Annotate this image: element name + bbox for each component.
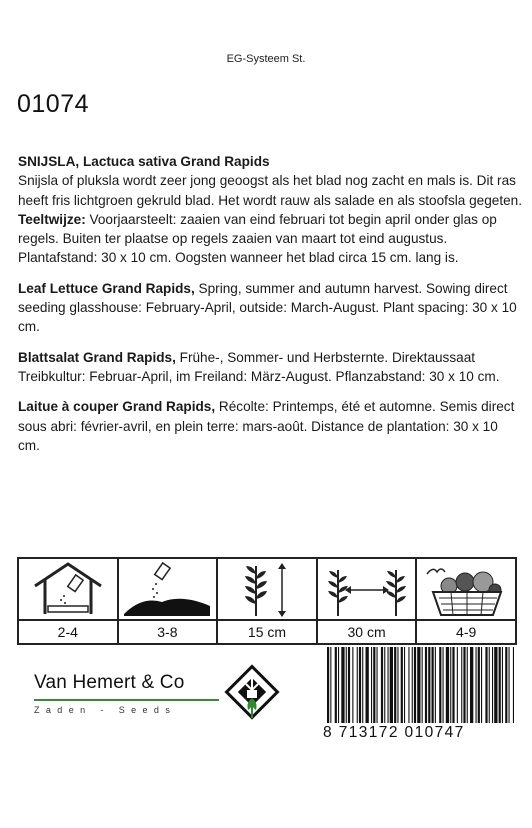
barcode-bar — [489, 647, 490, 723]
german-body: Frühe-, Sommer- und Herbsternte. Direktaussaat Treibkultur: Februar-April, im Freiland: März-August. Pflanzabstand: 30 x 10 cm. — [18, 349, 500, 384]
cultivation-icons-strip — [17, 557, 517, 645]
barcode-bar — [404, 647, 405, 723]
barcode-bar — [362, 647, 363, 723]
barcode-bar — [422, 647, 423, 723]
dutch-body: Snijsla of pluksla wordt zeer jong geoogst als het blad nog zacht en mals is. Dit ras heeft fris lichtgroen gekruld blad. Het wordt rauw als salade en als stoofsla gegeten. — [18, 173, 523, 208]
barcode-bar — [384, 647, 385, 723]
barcode-bar — [476, 647, 477, 723]
french-body: Récolte: Printemps, été et automne. Semis direct sous abri: février-avril, en plein terre: mars-août. Distance de plantation: 30 x 10 cm. — [18, 399, 515, 453]
barcode-bar — [478, 647, 480, 723]
barcode-bar — [439, 647, 441, 723]
barcode-bar — [371, 647, 372, 723]
barcode-bar — [366, 647, 369, 723]
brand-underline — [34, 699, 219, 701]
brand-logo-icon — [220, 660, 284, 724]
barcode-bar — [352, 647, 353, 723]
barcode-bar — [452, 647, 454, 723]
barcode-bar — [330, 647, 331, 723]
barcode-bar — [485, 647, 487, 723]
plant-height-icon — [222, 560, 312, 618]
barcode-bar — [499, 647, 501, 723]
barcode-bar — [467, 647, 468, 723]
dutch-section — [18, 152, 523, 268]
barcode-bar — [463, 647, 465, 723]
barcode-bar — [461, 647, 462, 723]
icon-cell-height — [216, 559, 316, 643]
description-block — [18, 152, 523, 466]
barcode-bar — [417, 647, 420, 723]
barcode-bar — [435, 647, 436, 723]
french-title: Laitue à couper Grand Rapids, — [18, 399, 216, 415]
sowing-outside-months: 3-8 — [157, 624, 178, 640]
barcode-bar — [397, 647, 398, 723]
barcode-bar — [357, 647, 358, 723]
barcode-bar — [408, 647, 409, 723]
english-section — [18, 279, 523, 337]
brand-block — [34, 672, 219, 715]
barcode-bar — [348, 647, 350, 723]
harvest-basket-icon — [421, 560, 511, 618]
barcode-bar — [346, 647, 347, 723]
barcode-bar — [373, 647, 375, 723]
barcode-bar — [494, 647, 497, 723]
barcode-bar — [509, 647, 510, 723]
french-section — [18, 397, 523, 455]
barcode-bar — [443, 647, 444, 723]
outdoor-sowing-icon — [122, 560, 212, 618]
barcode-bar — [446, 647, 449, 723]
barcode-bar — [428, 647, 430, 723]
barcode-bar — [432, 647, 434, 723]
dutch-title: SNIJSLA, Lactuca sativa Grand Rapids — [18, 154, 270, 169]
barcode-bar — [338, 647, 339, 723]
barcode-bar — [481, 647, 482, 723]
barcode-bar — [401, 647, 403, 723]
barcode-bar — [470, 647, 473, 723]
barcode-bar — [502, 647, 503, 723]
barcode-bar — [505, 647, 507, 723]
icon-cell-harvest — [415, 559, 517, 643]
barcode-digits: 8 713172 010747 — [323, 724, 465, 741]
eg-system-label: EG-Systeem St. — [226, 53, 306, 65]
teelt-label: Teeltwijze: — [18, 211, 86, 227]
barcode-bar — [359, 647, 361, 723]
barcode-bar — [341, 647, 344, 723]
barcode-bar — [388, 647, 389, 723]
sowing-glass-months: 2-4 — [57, 624, 78, 640]
barcode-bar — [394, 647, 396, 723]
barcode-bar — [412, 647, 413, 723]
icon-cell-outdoor — [117, 559, 217, 643]
icon-cell-spacing — [316, 559, 416, 643]
barcode-bar — [377, 647, 378, 723]
barcode-bar — [513, 647, 514, 723]
barcode-bar — [335, 647, 337, 723]
brand-tagline: Zaden - Seeds — [34, 705, 177, 715]
barcode-bar — [425, 647, 427, 723]
teelt-body: Voorjaarsteelt: zaaien van eind februari tot begin april onder glas op regels. Buiten ter plaatse op regels zaaien van maart tot eind augustus. Plantafstand: 30 x 10 cm. Oogsten wanneer het blad circa 15 cm. lang is. — [18, 211, 497, 266]
english-title: Leaf Lettuce Grand Rapids, — [18, 280, 195, 296]
barcode-bar — [492, 647, 493, 723]
ean-barcode — [323, 647, 518, 727]
icon-cell-greenhouse — [17, 559, 117, 643]
english-body: Spring, summer and autumn harvest. Sowing direct seeding glasshouse: February-April, outside: March-August. Plant spacing: 30 x 10 cm. — [18, 280, 517, 335]
barcode-bar — [414, 647, 416, 723]
barcode-bar — [327, 647, 329, 723]
plant-spacing-value: 30 cm — [347, 624, 386, 640]
greenhouse-sowing-icon — [23, 560, 113, 618]
barcode-bar — [450, 647, 451, 723]
brand-name: Van Hemert & Co — [34, 672, 185, 693]
product-code: 01074 — [17, 90, 90, 118]
barcode-bar — [390, 647, 393, 723]
barcode-bar — [381, 647, 383, 723]
german-section — [18, 348, 523, 387]
plant-height-value: 15 cm — [247, 624, 287, 640]
plant-spacing-icon — [322, 560, 412, 618]
german-title: Blattsalat Grand Rapids, — [18, 349, 176, 365]
harvest-months: 4-9 — [456, 624, 477, 640]
barcode-bar — [457, 647, 458, 723]
